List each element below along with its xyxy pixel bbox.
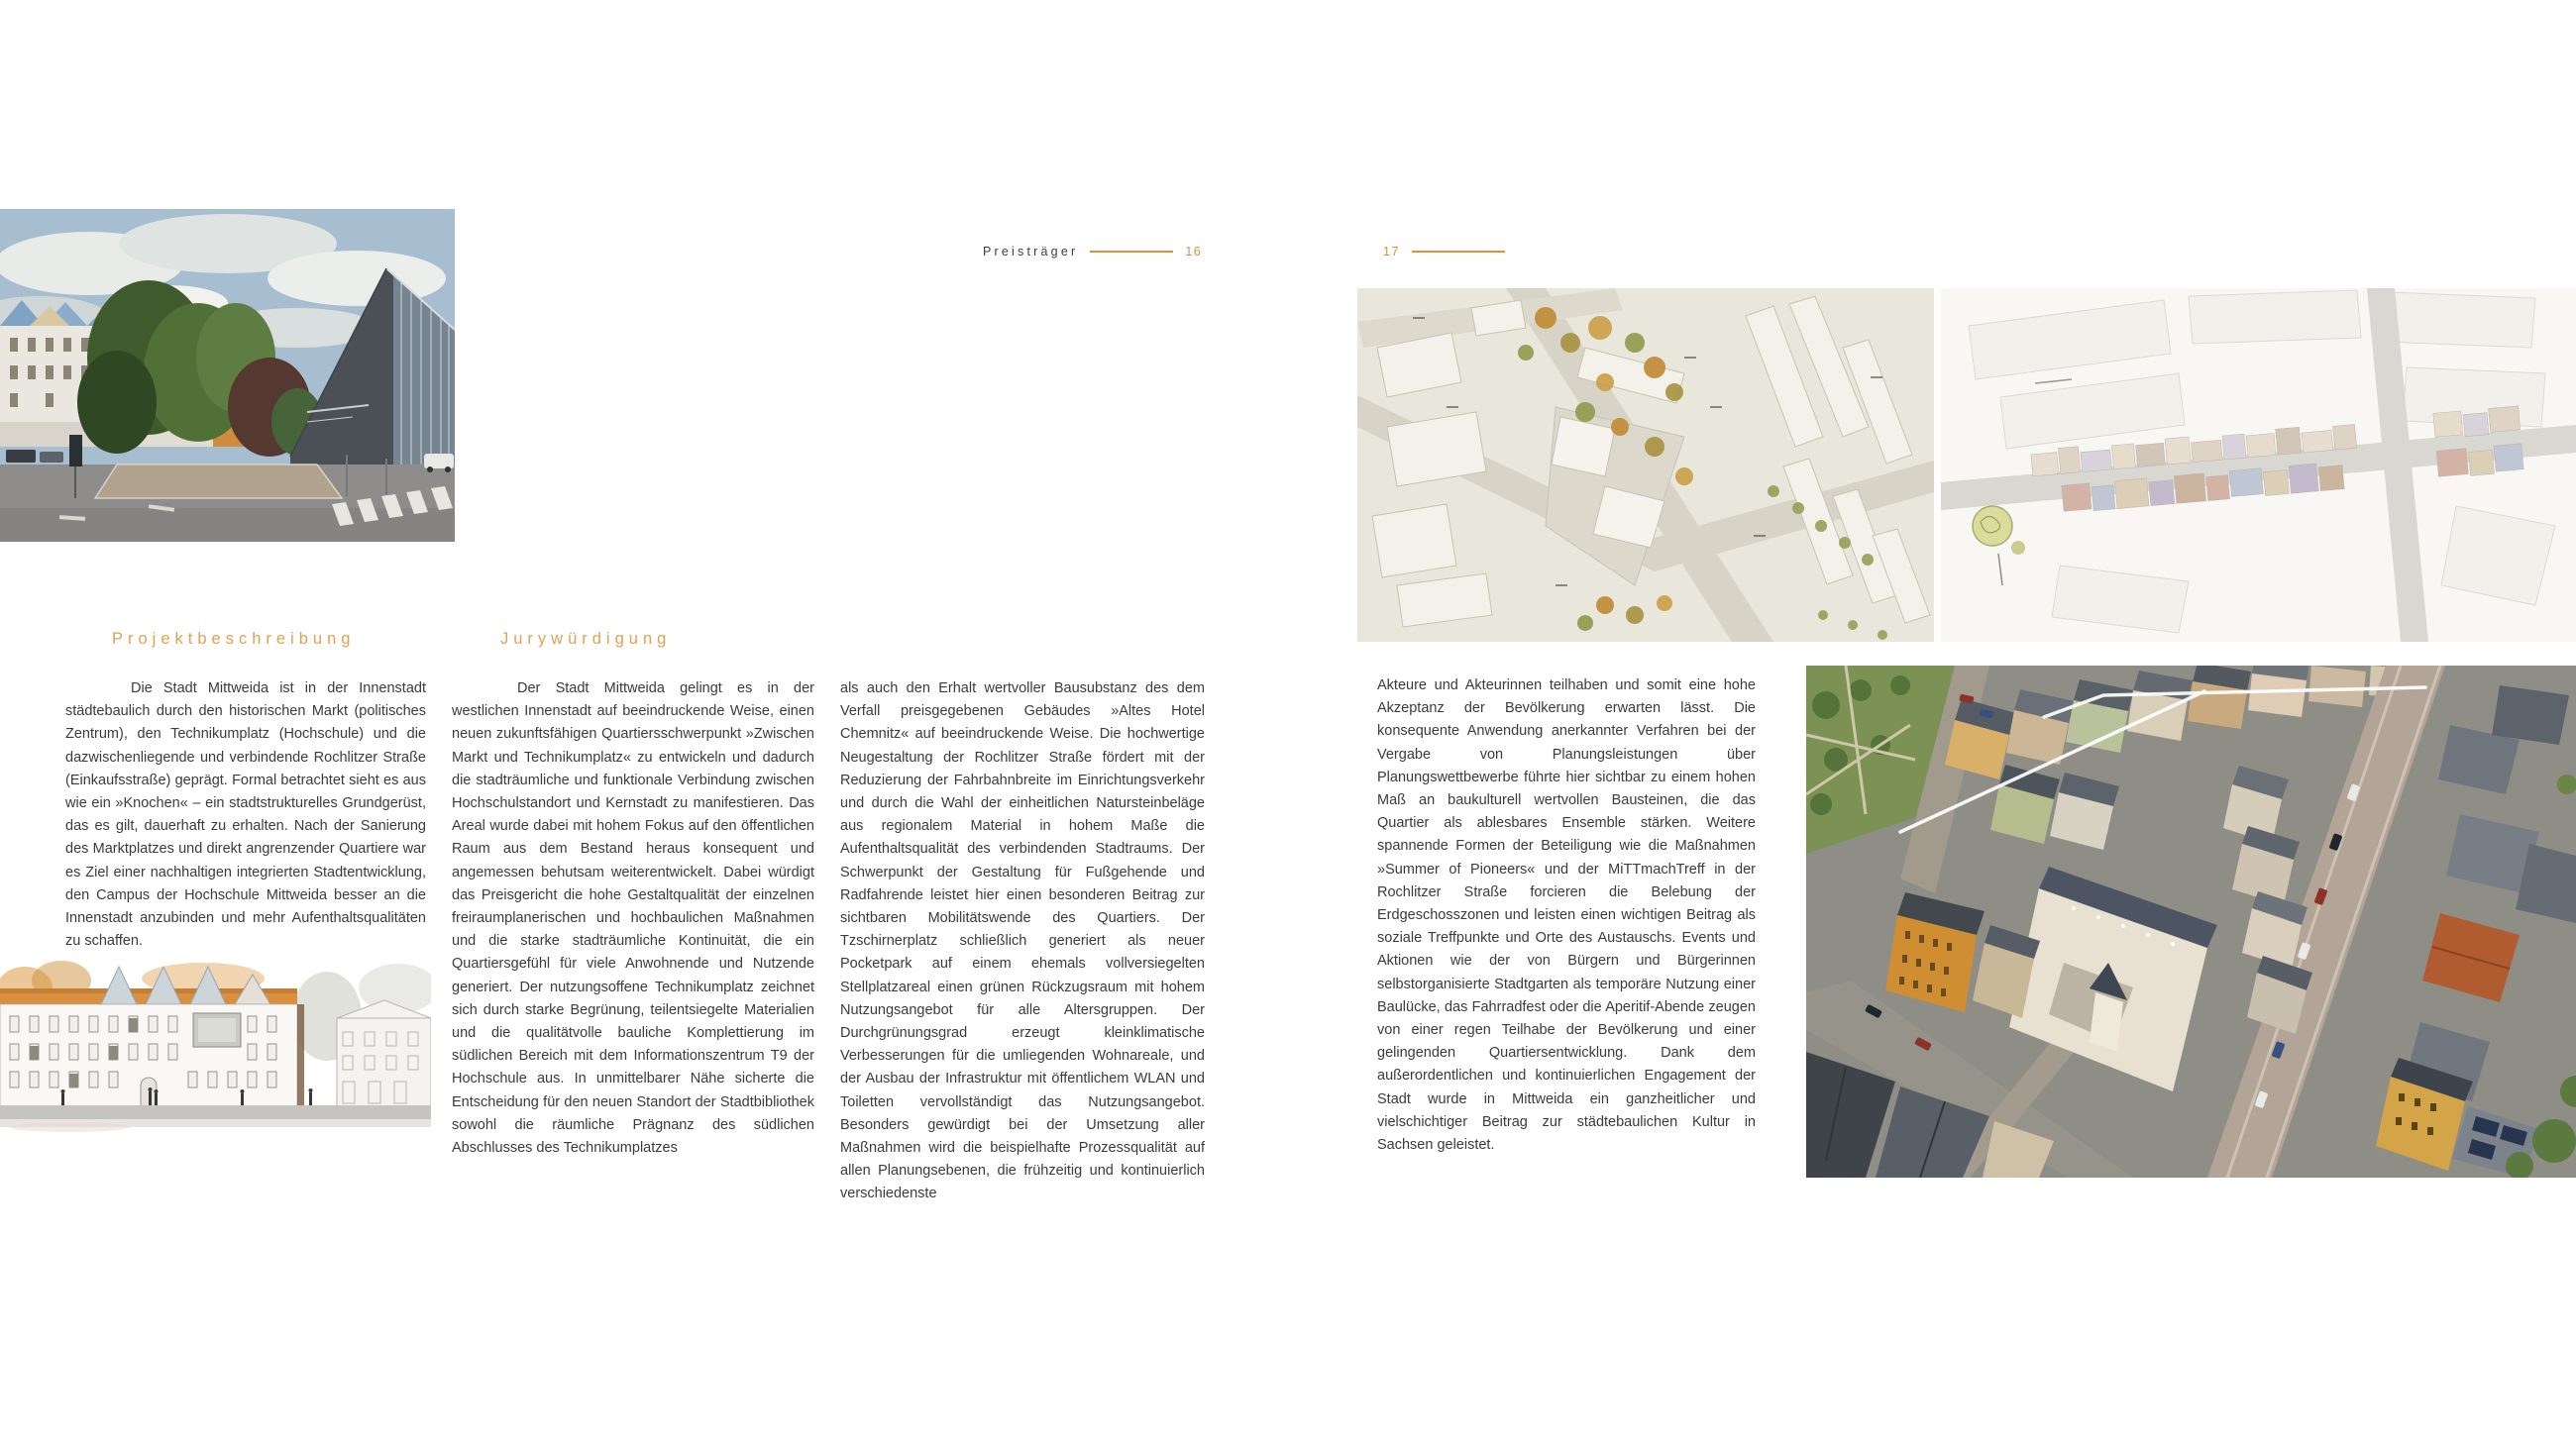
project-description-column bbox=[65, 677, 426, 953]
aerial-photo-figure bbox=[1806, 666, 2576, 1178]
page-number-16: 16 bbox=[1185, 245, 1203, 259]
street-photo bbox=[0, 209, 455, 542]
jury-text-3: Akteure und Akteurinnen teilhaben und somit eine hohe Akzeptanz der Bevölkerung erwarten lässt. Die konsequente Anwendung anerkannter Verfahren bei der Vergabe von Planungsleistungen über Planungswettbewerbe führte hier sichtbar zu einem hohen Maß an baukulturell wertvollen Bausteinen, die das Quartier als ablesbares Ensemble stärken. Weitere spannende Formen der Beteiligung wie die Maßnahmen »Summer of Pioneers« und der MiTTmachTreff in der Rochlitzer Straße forcieren die Belebung der Erdgeschosszonen und leisten einen wichtigen Beitrag als soziale Treffpunkte und Orte des Austauschs. Events und Aktionen wie der von Bürgern und Bürgerinnen selbstorganisierte Stadtgarten als temporäre Nutzung einer Baulücke, das Fahrradfest oder die Aperitif-Abende zeugen von einer regen Teilhabe der Bevölkerung und einer gelingenden Quartiersentwicklung. Dank dem außerordentlichen und kontinuierlichen Engagement der Stadt wurde in Mittweida ein ganzheitlicher und vielschichtiger Beitrag zur städtebaulichen Kultur in Sachsen geleistet. bbox=[1377, 677, 1756, 1154]
page-number-17: 17 bbox=[1383, 245, 1400, 259]
elevation-drawing bbox=[0, 959, 431, 1134]
aerial-site-plan bbox=[1357, 288, 1934, 642]
street-photo-figure bbox=[0, 209, 455, 542]
jury-text-1: Der Stadt Mittweida gelingt es in der westlichen Innenstadt auf beeindruckende Weise, einen neuen zukunftsfähigen Quartiersschwerpunkt »Zwischen Markt und Technikumplatz« zu entwickeln und dadurch die stadträumliche und funktionale Verbindung zwischen Hochschulstandort und Kernstadt zu manifestieren. Das Areal wurde dabei mit hohem Fokus auf den öffentlichen Raum aus dem Bestand heraus konsequent und angemessen behutsam weiterentwickelt. Dabei würdigt das Preisgericht die hohe Gestaltqualität der einzelnen freiraumplanerischen und hochbaulichen Maßnahmen und die starke stadträumliche Kontinuität, die ein Quartiersgefühl für viele Anwohnende und Nutzende generiert. Der nutzungsoffene Technikumplatz zeichnet sich durch starke Begrünung, teilentsiegelte Materialien und die qualitätvolle bauliche Komplettierung im südlichen Bereich mit dem Informationszentrum T9 der Hochschule aus. In unmittelbarer Nähe sicherte die Entscheidung für den neuen Standort der Stadtbibliothek sowohl die räumliche Prägnanz des südlichen Abschlusses des Technikumplatzes bbox=[452, 680, 814, 1157]
jury-column-2 bbox=[840, 677, 1205, 1206]
street-plan-elevation-drawing bbox=[1941, 288, 2576, 642]
jury-column-3 bbox=[1377, 674, 1756, 1157]
aerial-site-plan-figure bbox=[1357, 288, 1934, 642]
header-rule-left bbox=[1090, 251, 1173, 253]
elevation-drawing-figure bbox=[0, 959, 431, 1134]
running-header-left bbox=[983, 244, 1202, 259]
heading-jurywuerdigung: Jurywürdigung bbox=[500, 630, 672, 648]
running-header-right bbox=[1383, 244, 1517, 259]
jury-column-1 bbox=[452, 677, 814, 1160]
project-description-text: Die Stadt Mittweida ist in der Innenstadt städtebaulich durch den historischen Markt (politisches Zentrum), den Technikumplatz (Hochschule) und die dazwischenliegende und verbindende Rochlitzer Straße (Einkaufsstraße) geprägt. Formal betrachtet sieht es aus wie ein »Knochen« – ein stadtstrukturelles Grundgerüst, das es gilt, dauerhaft zu erhalten. Nach der Sanierung des Marktplatzes und direkt angrenzender Quartiere war es Ziel einer nachhaltigen integrierten Stadtentwicklung, den Campus der Hochschule Mittweida besser an die Innenstadt anzubinden und mehr Aufenthaltsqualitäten zu schaffen. bbox=[65, 680, 426, 950]
aerial-photo bbox=[1806, 666, 2576, 1178]
jury-text-2: als auch den Erhalt wertvoller Bausubstanz des dem Verfall preisgegebenen Gebäudes »Altes Hotel Chemnitz« auf beeindruckende Weise. Die hochwertige Neugestaltung der Rochlitzer Straße fördert mit der Reduzierung der Fahrbahnbreite im Einrichtungsverkehr und durch die Wahl der einheitlichen Natursteinbeläge aus regionalem Material in hohem Maße die Aufenthaltsqualität des verbindenden Stadtraums. Der Schwerpunkt der Gestaltung für Fußgehende und Radfahrende leistet hier einen besonderen Beitrag zur sichtbaren Mobilitätswende des Quartiers. Der Tzschirnerplatz schließlich generiert als neuer Pocketpark auf einem ehemals vollversiegelten Stellplatzareal einen grünen Rückzugsraum mit hohem Nutzungsangebot für alle Altersgruppen. Der Durchgrünungsgrad erzeugt kleinklimatische Verbesserungen für die umliegenden Wohnareale, und der Ausbau der Infrastruktur mit öffentlichem WLAN und Toiletten vervollständigt das Nutzungsangebot. Besonders gewürdigt bei der Umsetzung aller Maßnahmen wird die beispielhafte Prozessqualität auf allen Planungsebenen, die frühzeitig und kontinuierlich verschiedenste bbox=[840, 680, 1205, 1202]
running-header-label: Preisträger bbox=[983, 245, 1079, 259]
heading-projektbeschreibung: Projektbeschreibung bbox=[112, 630, 356, 648]
header-rule-right bbox=[1412, 251, 1505, 253]
street-plan-elevation-figure bbox=[1941, 288, 2576, 642]
